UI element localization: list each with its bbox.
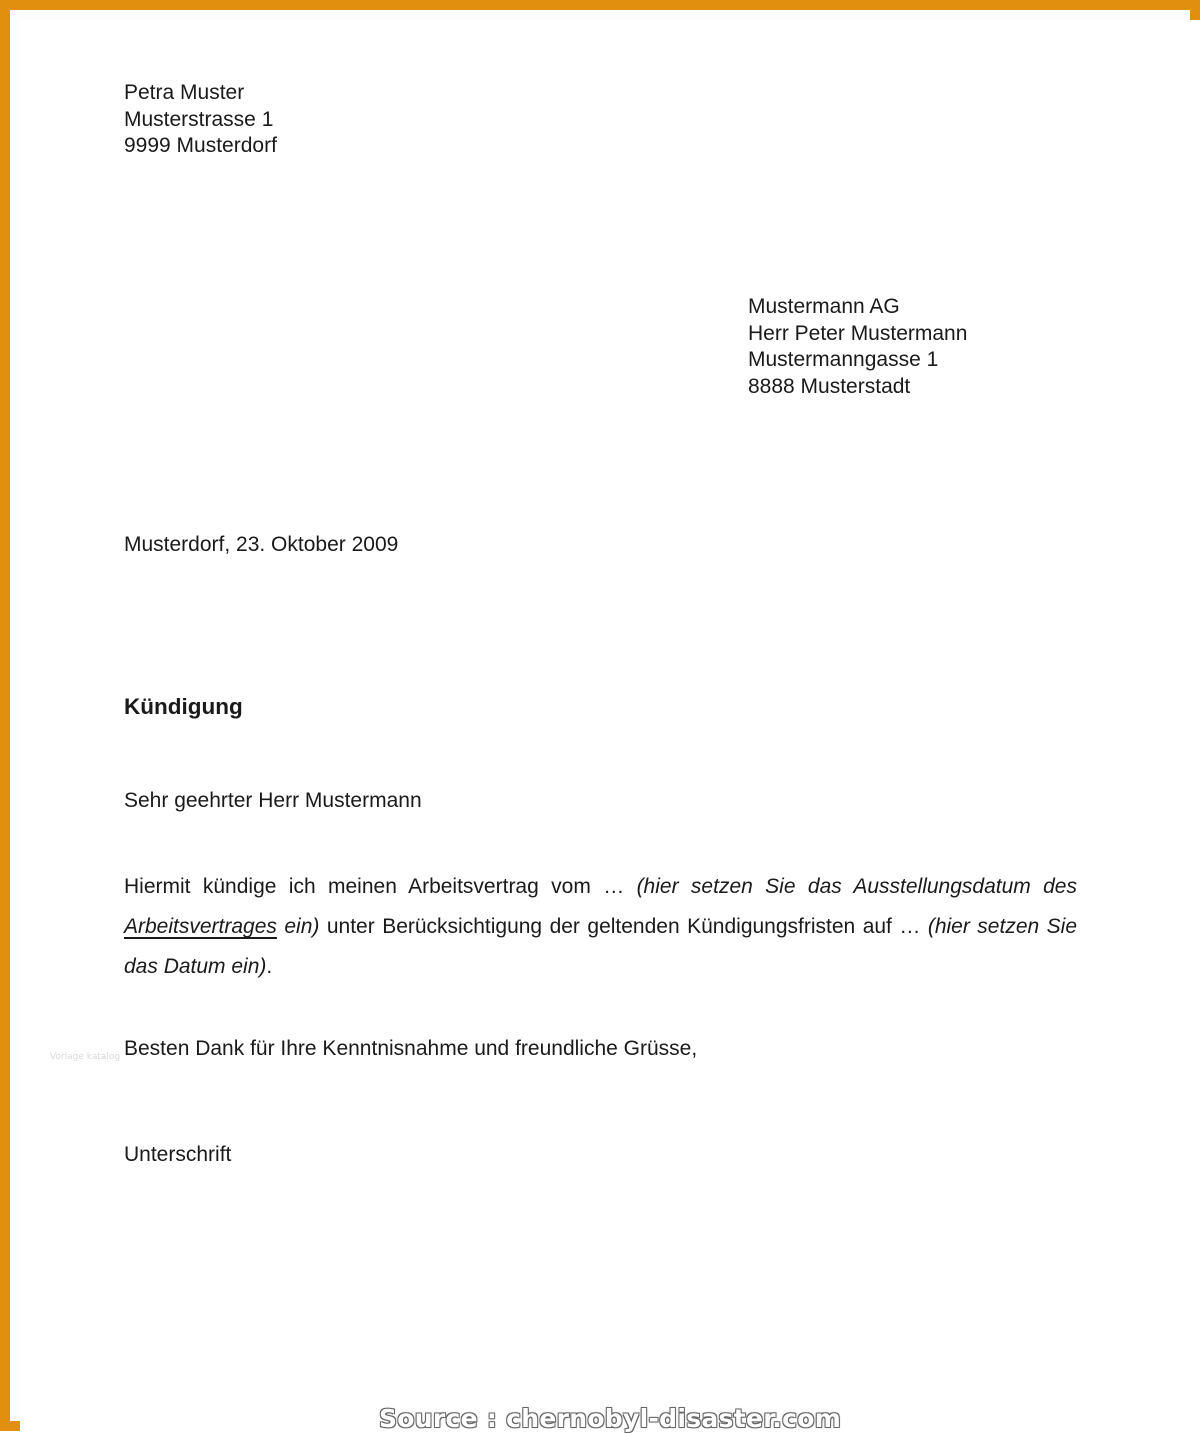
- recipient-city: 8888 Musterstadt: [748, 374, 911, 398]
- body-italic-1-text: (hier setzen Sie das Ausstellungsdatum des: [636, 875, 1077, 898]
- source-caption: Source : chernobyl-disaster.com: [378, 1404, 842, 1433]
- body-italic-1-end: ein): [276, 915, 320, 938]
- body-text-1: Hiermit kündige ich meinen Arbeitsvertrag vom …: [124, 875, 637, 898]
- sender-city: 9999 Musterdorf: [124, 134, 277, 157]
- recipient-street: Mustermanngasse 1: [748, 348, 939, 371]
- body-paragraph: [124, 867, 1077, 987]
- subject-heading: Kündigung: [124, 694, 243, 719]
- body-italic-2: (hier setzen Sie das Datum ein): [124, 915, 1077, 978]
- body-text-3: .: [266, 955, 273, 978]
- signature-label: Unterschrift: [124, 1143, 232, 1166]
- recipient-person: Herr Peter Mustermann: [748, 321, 968, 345]
- sender-street: Musterstrasse 1: [124, 107, 274, 131]
- watermark-text: Vorlage katalog: [50, 1052, 121, 1062]
- sender-address: [124, 80, 277, 160]
- body-underlined-word: Arbeitsvertrages: [124, 915, 277, 938]
- date-line: Musterdorf, 23. Oktober 2009: [124, 533, 399, 556]
- sender-name: Petra Muster: [124, 81, 245, 104]
- letter-page: [20, 20, 1200, 1431]
- closing-line: Besten Dank für Ihre Kenntnisnahme und freundliche Grüsse,: [124, 1037, 698, 1060]
- recipient-address: [748, 294, 967, 400]
- recipient-company: Mustermann AG: [748, 295, 900, 318]
- salutation: Sehr geehrter Herr Mustermann: [124, 789, 422, 812]
- body-text-2: unter Berücksichtigung der geltenden Kündigungsfristen auf …: [319, 915, 928, 938]
